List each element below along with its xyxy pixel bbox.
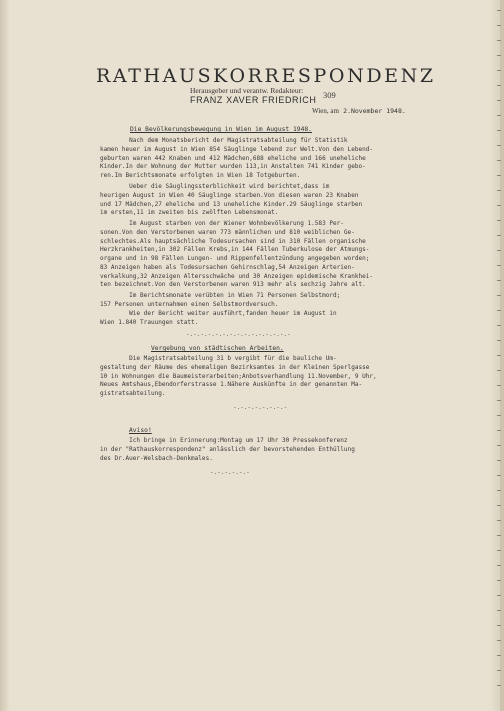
- section-separator: -.-.-.-.-.-.-.-: [233, 404, 288, 411]
- article-paragraph: Ueber die Säuglingssterblichkeit wird berichtet,dass im heurigen August in Wien 40 Säuglinge starben.Von diesen waren 23 Knaben und 17 Mädchen,27 eheliche und 13 uneheliche Kinder.29 Säuglinge starben im ersten,11 im zweiten bis zwölften Lebensmonat.: [100, 183, 363, 217]
- ruler-tick: [497, 595, 501, 596]
- ruler-tick: [497, 235, 501, 236]
- ruler-tick: [497, 325, 501, 326]
- ruler-tick: [497, 670, 501, 671]
- ruler-tick: [497, 460, 501, 461]
- ruler-tick: [497, 100, 501, 101]
- ruler-tick: [497, 205, 501, 206]
- ruler-tick: [497, 610, 501, 611]
- ruler-tick: [497, 310, 501, 311]
- page-number: 309: [323, 90, 336, 100]
- section-separator: -.-.-.-.-.-: [210, 469, 250, 476]
- ruler-tick: [497, 370, 501, 371]
- ruler-tick: [497, 385, 501, 386]
- masthead-subtitle: Herausgeber und verantw. Redakteur:: [190, 86, 304, 95]
- ruler-tick: [497, 265, 501, 266]
- article-paragraph: Die Magistratsabteilung 31 b vergibt für die bauliche Um- gestaltung der Räume des ehemaligen Bezirksamtes in der Kleinen Sperlgasse 10 in Wohnungen die Baumeisterarbeiten;Anbotsverhandlung 11.November, 9 Uhr, Neues Amtshaus,Ebendorferstrasse 1.Nähere Auskünfte in der genannten Ma- gistratsabteilung.: [100, 355, 377, 397]
- ruler-tick: [497, 130, 501, 131]
- ruler-tick: [497, 280, 501, 281]
- ruler-tick: [497, 220, 501, 221]
- dateline-place: Wien, am: [312, 107, 339, 115]
- ruler-tick: [497, 475, 501, 476]
- ruler-tick: [497, 625, 501, 626]
- article-headline: Vergebung von städtischen Arbeiten.: [151, 345, 284, 352]
- ruler-tick: [497, 55, 501, 56]
- page-left-edge: [0, 0, 10, 711]
- ruler-tick: [497, 640, 501, 641]
- ruler-tick: [497, 565, 501, 566]
- dateline-date: 2.November 1948.: [343, 107, 406, 115]
- ruler-tick: [497, 10, 501, 11]
- ruler-tick: [497, 115, 501, 116]
- ruler-tick: [497, 685, 501, 686]
- ruler-tick: [497, 655, 501, 656]
- article-paragraph: Nach dem Monatsbericht der Magistratsabteilung für Statistik kamen heuer im August in Wien 854 Säuglinge lebend zur Welt.Von den Lebend- geburten waren 442 Knaben und 412 Mädchen,688 eheliche und 166 uneheliche Kinder.In der Wohnung der Mutter wurden 113,in Anstalten 741 Kinder gebo- ren.Im Berichtsmonate erfolgten in Wien 18 Totgeburten.: [100, 137, 374, 179]
- masthead-title: RATHAUSKORRESPONDENZ: [96, 65, 436, 87]
- article-paragraph: Wie der Bericht weiter ausführt,fanden heuer im August in Wien 1.840 Trauungen statt.: [100, 310, 337, 326]
- article-headline: Die Bevölkerungsbewegung in Wien im August 1948.: [130, 126, 312, 133]
- ruler-tick: [497, 340, 501, 341]
- ruler-tick: [497, 40, 501, 41]
- ruler-tick: [497, 580, 501, 581]
- ruler-tick: [497, 250, 501, 251]
- ruler-tick: [497, 160, 501, 161]
- ruler-tick: [497, 535, 501, 536]
- ruler-tick: [497, 400, 501, 401]
- ruler-tick: [497, 505, 501, 506]
- ruler-tick: [497, 190, 501, 191]
- section-separator: -.-.-.-.-.-.-.-.-.-.-.-.-.-.-: [186, 331, 291, 338]
- ruler-tick: [497, 25, 501, 26]
- article-paragraph: Im August starben von der Wiener Wohnbevölkerung 1.583 Per- sonen.Von den Verstorbenen waren 773 männlichen und 810 weiblichen Ge- schlechtes.Als hauptsächliche Todesursachen sind in 310 Fällen organische Herzkrankheiten,in 302 Fällen Krebs,in 144 Fällen Tuberkulose der Atmungs- organe und in 98 Fällen Lungen- und Rippenfellentzündung angegeben worden; 83 Anzeigen haben als Todesursachen Gehirnschlag,54 Anzeigen Arterien- verkalkung,32 Anzeigen Altersschwäche und 30 Anzeigen epidemische Krankhei- ten bezeichnet.Von den Verstorbenen waren 913 mehr als sechzig Jahre alt.: [100, 220, 374, 289]
- ruler-tick: [497, 295, 501, 296]
- ruler-tick: [497, 175, 501, 176]
- ruler-tick: [497, 70, 501, 71]
- ruler-tick: [497, 445, 501, 446]
- scan-ruler: [491, 10, 501, 700]
- article-paragraph: Im Berichtsmonate verübten in Wien 71 Personen Selbstmord; 157 Personen unternahmen einen Selbstmordversuch.: [100, 292, 341, 308]
- ruler-tick: [497, 550, 501, 551]
- ruler-tick: [497, 430, 501, 431]
- ruler-tick: [497, 520, 501, 521]
- dateline: [312, 107, 406, 115]
- article-paragraph: Ich bringe in Erinnerung:Montag um 17 Uhr 30 Pressekonferenz in der "Rathauskorrespondenz" anlässlich der bevorstehenden Enthüllung des Dr.Auer-Welsbach-Denkmales.: [100, 437, 355, 462]
- ruler-tick: [497, 85, 501, 86]
- ruler-tick: [497, 415, 501, 416]
- ruler-tick: [497, 490, 501, 491]
- ruler-tick: [497, 355, 501, 356]
- ruler-tick: [497, 145, 501, 146]
- article-headline: Aviso!: [129, 427, 152, 434]
- masthead-editor: FRANZ XAVER FRIEDRICH: [190, 95, 317, 105]
